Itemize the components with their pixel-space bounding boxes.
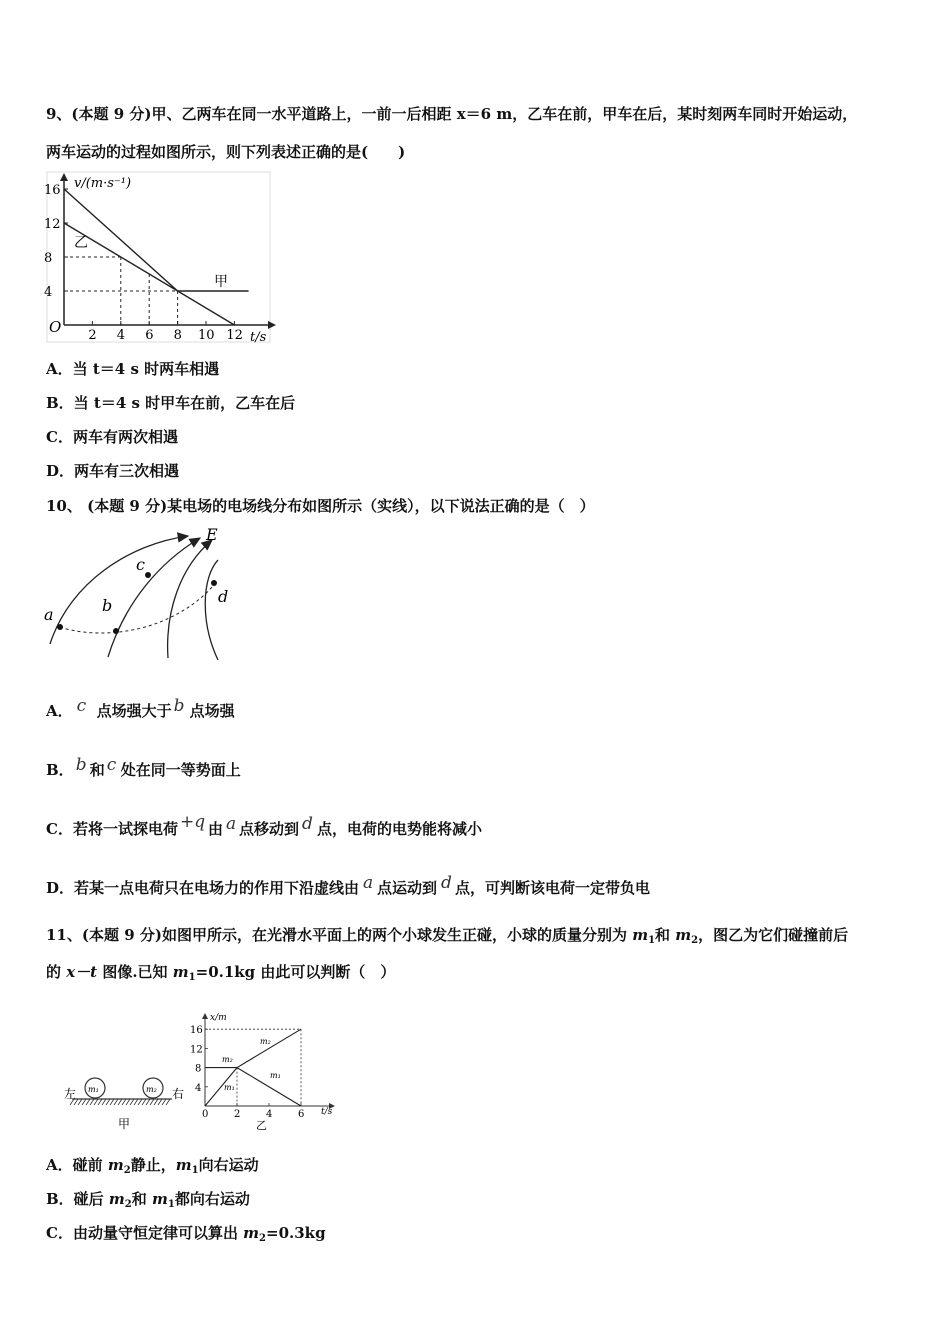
vt-origin: O — [49, 318, 62, 336]
vt-xlabel: t/s — [250, 330, 267, 345]
q11-stem-line2: 的 x－t 图像.已知 $m_1=0.1kg$ 由此可以判断（ ） — [46, 963, 396, 983]
ground-hatch — [138, 1099, 142, 1105]
q10-stem: 10、 (本题 9 分)某电场的电场线分布如图所示（实线），以下说法正确的是（ ） — [46, 497, 595, 515]
field-line-4 — [205, 560, 218, 660]
ground-hatch — [82, 1099, 86, 1105]
ball-m1-label: m₁ — [88, 1085, 99, 1094]
vt-ytick-label: 16 — [44, 183, 61, 198]
vt-x-arrow — [268, 321, 276, 329]
ground-hatch — [122, 1099, 126, 1105]
ball-m2-label: m₂ — [146, 1085, 157, 1094]
q9-stem-line2: 两车运动的过程如图所示，则下列表述正确的是( ) — [46, 143, 406, 161]
xt-ytick-label: 4 — [195, 1082, 202, 1094]
series-m2-line — [205, 1029, 301, 1067]
series-m1-line — [205, 1068, 301, 1106]
caption-yi: 乙 — [256, 1119, 267, 1132]
label-c: c — [136, 555, 145, 574]
point-d — [211, 580, 217, 586]
xt-xtick-label: 2 — [234, 1109, 241, 1120]
vt-ytick-label: 4 — [44, 285, 53, 300]
ground-hatch — [134, 1099, 138, 1105]
point-a — [57, 624, 63, 630]
label-a: a — [44, 605, 54, 624]
sym-d: d — [302, 814, 313, 834]
point-c — [145, 572, 151, 578]
field-line-2 — [108, 538, 200, 657]
label-E: E — [206, 525, 218, 544]
ground-hatch — [166, 1099, 170, 1105]
vt-ylabel: v/(m·s⁻¹) — [74, 176, 132, 191]
sym-b: b — [173, 696, 185, 716]
q9-option-c[interactable]: C．两车有两次相遇 — [46, 428, 178, 446]
ground-hatch — [106, 1099, 110, 1105]
vt-xtick-label: 2 — [88, 328, 97, 343]
vt-ytick-label: 8 — [44, 251, 53, 266]
ground-hatch — [126, 1099, 130, 1105]
q11-option-b[interactable]: B．碰后 $m_2$和 $m_1$都向右运动 — [46, 1190, 250, 1210]
q9-option-b[interactable]: B．当 t＝4 s 时甲车在前，乙车在后 — [46, 394, 296, 412]
ground-hatch — [102, 1099, 106, 1105]
xt-ytick-label: 8 — [195, 1063, 202, 1075]
sym-d2: d — [441, 873, 452, 893]
vt-label-yi: 乙 — [74, 235, 88, 251]
ground-hatch — [110, 1099, 114, 1105]
point-b — [113, 628, 119, 634]
label-d: d — [218, 587, 229, 606]
xt-xtick-label: 0 — [202, 1109, 209, 1120]
sym-plus-q: +q — [179, 812, 206, 832]
q9-option-d[interactable]: D．两车有三次相遇 — [46, 462, 180, 480]
vt-ytick-label: 12 — [44, 217, 61, 232]
label-m2-after: m₂ — [260, 1037, 271, 1046]
q11-stem-line1: 11、(本题 9 分)如图甲所示，在光滑水平面上的两个小球发生正碰，小球的质量分别为 $m_1$和 $m_2$，图乙为它们碰撞前后 — [46, 926, 849, 946]
collision-figure-jia — [60, 1065, 190, 1135]
ground-hatch — [150, 1099, 154, 1105]
vt-xtick-label: 8 — [173, 328, 182, 343]
q11-option-a[interactable]: A．碰前 $m_2$静止，$m_1$向右运动 — [46, 1156, 259, 1176]
ground-hatch — [86, 1099, 90, 1105]
sym-a2: a — [363, 873, 374, 893]
label-left: 左 — [64, 1087, 77, 1101]
dashed-path — [60, 582, 216, 633]
vt-xtick-label: 10 — [198, 328, 215, 343]
q9-stem-line1: 9、(本题 9 分)甲、乙两车在同一水平道路上，一前一后相距 x＝6 m，乙车在前，甲车在后，某时刻两车同时开始运动， — [46, 105, 858, 123]
ground-hatch — [94, 1099, 98, 1105]
sym-b2: b — [75, 755, 87, 775]
series-yi-line — [64, 223, 234, 325]
q10-option-a[interactable]: A． c 点场强大于 b 点场强 — [46, 696, 235, 720]
q10-option-b[interactable]: B． b 和 c 处在同一等势面上 — [46, 755, 241, 779]
ground-hatch — [98, 1099, 102, 1105]
label-m1-after: m₁ — [270, 1071, 281, 1080]
label-m1-before: m₁ — [224, 1083, 235, 1092]
vt-xtick-label: 6 — [145, 328, 154, 343]
label-m2-before: m₂ — [222, 1055, 233, 1064]
ground-hatch — [118, 1099, 122, 1105]
vt-label-jia: 甲 — [214, 274, 228, 290]
ground-hatch — [162, 1099, 166, 1105]
label-b: b — [102, 596, 113, 615]
field-lines-figure — [40, 522, 240, 662]
ground-hatch — [130, 1099, 134, 1105]
xt-ylabel: x/m — [210, 1013, 227, 1023]
ground-hatch — [154, 1099, 158, 1105]
sym-c2: c — [106, 755, 117, 775]
ground-hatch — [114, 1099, 118, 1105]
xt-xtick-label: 4 — [266, 1109, 273, 1120]
xt-xtick-label: 6 — [298, 1109, 305, 1120]
xt-ytick-label: 12 — [190, 1044, 203, 1056]
ground-hatch — [142, 1099, 146, 1105]
label-right: 右 — [172, 1087, 185, 1101]
vt-xtick-label: 12 — [226, 328, 243, 343]
q10-option-c[interactable]: C．若将一试探电荷 +q 由 a 点移动到 d 点，电荷的电势能将减小 — [46, 812, 483, 838]
vt-y-arrow — [60, 173, 68, 181]
sym-a: a — [225, 814, 237, 834]
q9-option-a[interactable]: A．当 t＝4 s 时两车相遇 — [46, 360, 220, 378]
ground-hatch — [158, 1099, 162, 1105]
ground-hatch — [146, 1099, 150, 1105]
vt-xtick-label: 4 — [116, 328, 126, 343]
q11-option-c[interactable]: C．由动量守恒定律可以算出 $m_2=0.3kg$ — [46, 1224, 326, 1244]
xt-graph-yi — [190, 1010, 340, 1135]
vt-graph — [40, 171, 280, 346]
xt-ytick-label: 16 — [190, 1025, 203, 1037]
caption-jia: 甲 — [118, 1117, 131, 1131]
sym-c: c — [76, 696, 87, 716]
q10-option-d[interactable]: D．若某一点电荷只在电场力的作用下沿虚线由 a 点运动到 d 点，可判断该电荷一定带负电 — [46, 873, 651, 897]
ground-hatch — [78, 1099, 82, 1105]
ground-hatch — [90, 1099, 94, 1105]
xt-xlabel: t/s — [321, 1107, 333, 1117]
